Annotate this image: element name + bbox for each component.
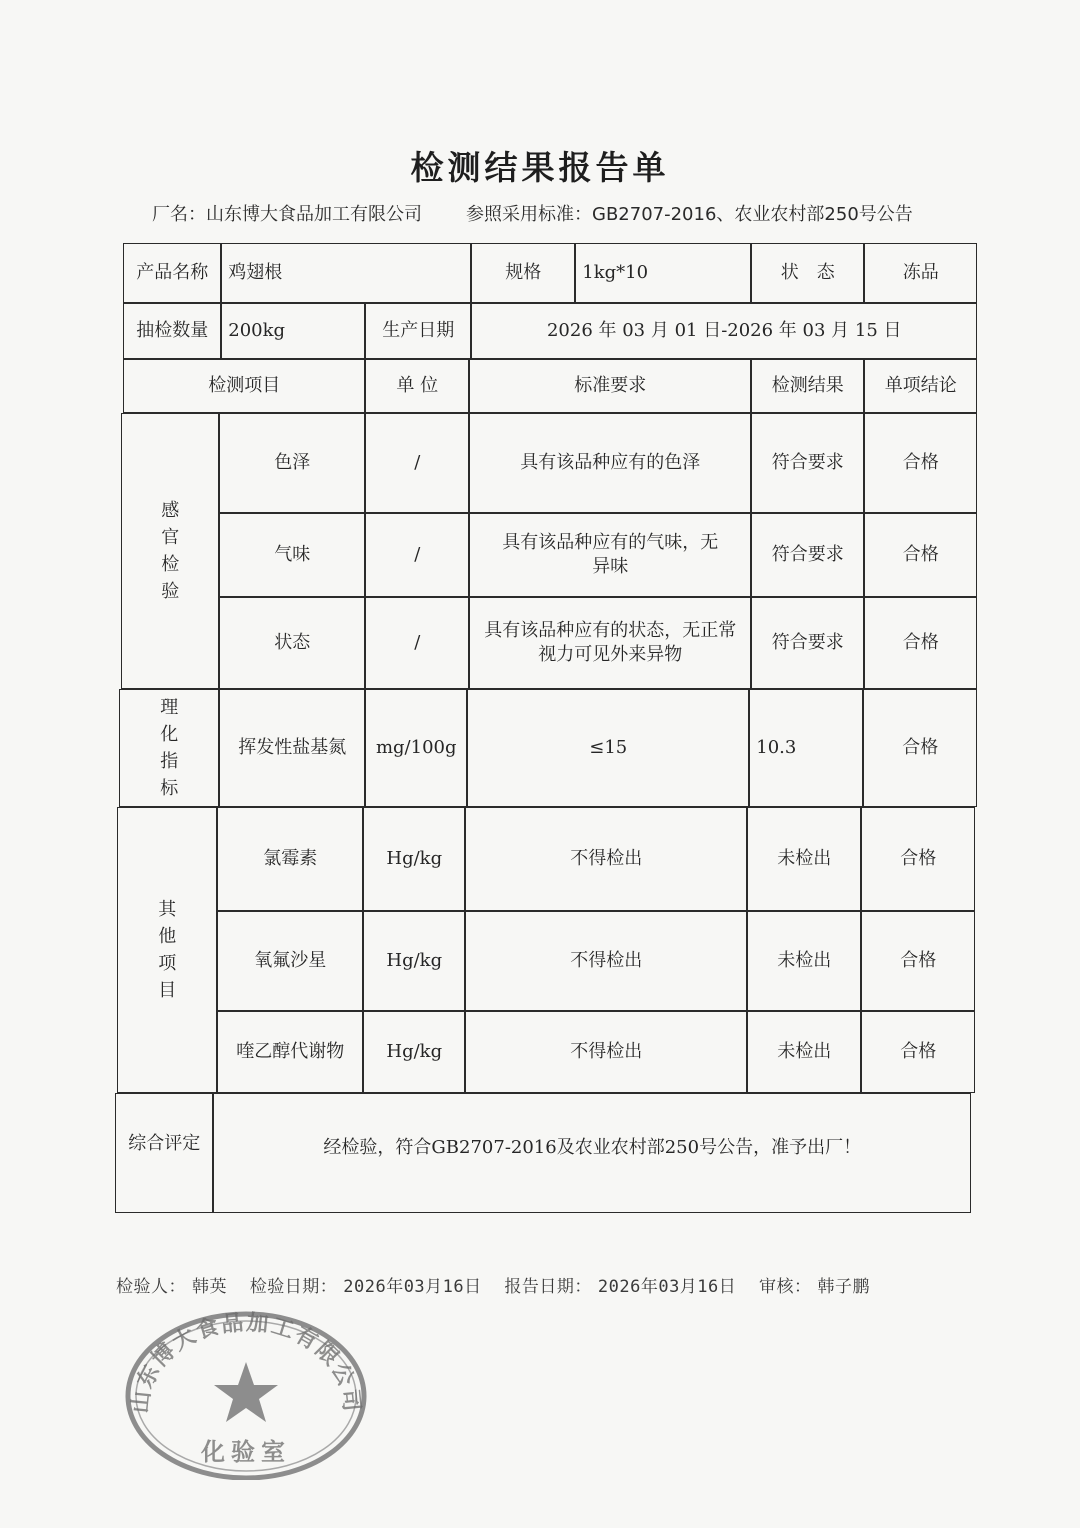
group-physchem xyxy=(119,689,219,807)
inspector-label: 检验人： xyxy=(116,1277,186,1297)
row-result: 符合要求 xyxy=(751,597,864,689)
seal-outer-text: 山东博大食品加工有限公司 xyxy=(128,1310,364,1415)
summary-label: 综合评定 xyxy=(115,1093,213,1213)
row-item: 喹乙醇代谢物 xyxy=(217,1011,363,1093)
group-char: 其 xyxy=(158,899,177,921)
row-result: 未检出 xyxy=(747,911,861,1011)
reviewer-label: 审核： xyxy=(759,1277,812,1297)
product-name-label: 产品名称 xyxy=(123,243,221,303)
prod-date-value: 2026 年 03 月 01 日-2026 年 03 月 15 日 xyxy=(471,303,977,359)
col-result-header: 检测结果 xyxy=(751,359,864,413)
spec-label: 规格 xyxy=(471,243,575,303)
state-value: 冻品 xyxy=(864,243,977,303)
group-char: 他 xyxy=(158,926,177,948)
group-other xyxy=(117,807,217,1093)
summary-text: 经检验，符合GB2707-2016及农业农村部250号公告，准予出厂！ xyxy=(213,1093,971,1213)
row-conclusion: 合格 xyxy=(861,911,975,1011)
row-unit: Hg/kg xyxy=(363,807,465,911)
row-result: 符合要求 xyxy=(751,413,864,513)
row-item: 挥发性盐基氮 xyxy=(219,689,365,807)
row-unit: / xyxy=(365,597,469,689)
row-item: 氯霉素 xyxy=(217,807,363,911)
col-standard-header: 标准要求 xyxy=(469,359,751,413)
seal-star-icon xyxy=(214,1362,278,1422)
row-unit: Hg/kg xyxy=(363,1011,465,1093)
report-title: 检测结果报告单 xyxy=(410,148,670,187)
group-char: 项 xyxy=(158,953,177,975)
row-item: 氧氟沙星 xyxy=(217,911,363,1011)
sample-qty-label: 抽检数量 xyxy=(123,303,221,359)
row-conclusion: 合格 xyxy=(863,689,977,807)
inspect-date-label: 检验日期： xyxy=(249,1277,338,1297)
row-conclusion: 合格 xyxy=(864,597,977,689)
factory-label: 厂名： xyxy=(152,204,206,225)
row-standard: 不得检出 xyxy=(465,911,747,1011)
product-name-value: 鸡翅根 xyxy=(221,243,471,303)
row-unit: Hg/kg xyxy=(363,911,465,1011)
row-result: 未检出 xyxy=(747,1011,861,1093)
group-char: 验 xyxy=(161,581,180,603)
factory-name: 山东博大食品加工有限公司 xyxy=(206,204,422,225)
col-unit-header: 单 位 xyxy=(365,359,469,413)
row-unit: / xyxy=(365,513,469,597)
row-standard: 具有该品种应有的状态，无正常视力可见外来异物 xyxy=(469,597,751,689)
reviewer-name: 韩子鹏 xyxy=(817,1277,871,1297)
group-char: 标 xyxy=(160,778,179,800)
row-standard: 不得检出 xyxy=(465,807,747,911)
row-conclusion: 合格 xyxy=(864,513,977,597)
row-item: 色泽 xyxy=(219,413,365,513)
row-result: 未检出 xyxy=(747,807,861,911)
row-item: 状态 xyxy=(219,597,365,689)
state-label: 状 态 xyxy=(751,243,864,303)
spec-value: 1kg*10 xyxy=(575,243,751,303)
standard-line xyxy=(466,200,913,226)
row-result: 10.3 xyxy=(749,689,863,807)
group-char: 指 xyxy=(160,751,179,773)
company-seal-stamp xyxy=(118,1290,368,1480)
row-unit: / xyxy=(365,413,469,513)
row-item: 气味 xyxy=(219,513,365,597)
row-standard: 不得检出 xyxy=(465,1011,747,1093)
inspector-name: 韩英 xyxy=(192,1277,227,1297)
group-char: 感 xyxy=(161,500,180,522)
seal-inner-text: 化验室 xyxy=(201,1438,291,1466)
report-date: 2026年03月16日 xyxy=(597,1277,737,1297)
standard-label: 参照采用标准： xyxy=(466,204,592,225)
row-conclusion: 合格 xyxy=(864,413,977,513)
standard-value: GB2707-2016、农业农村部250号公告 xyxy=(592,204,913,225)
factory-line xyxy=(152,200,422,226)
sample-qty-value: 200kg xyxy=(221,303,365,359)
row-standard: 具有该品种应有的气味，无异味 xyxy=(469,513,751,597)
group-char: 化 xyxy=(160,724,179,746)
col-conclusion-header: 单项结论 xyxy=(864,359,977,413)
prod-date-label: 生产日期 xyxy=(365,303,471,359)
group-sensory xyxy=(121,413,219,689)
report-date-label: 报告日期： xyxy=(504,1277,592,1297)
group-char: 理 xyxy=(160,697,179,719)
row-conclusion: 合格 xyxy=(861,1011,975,1093)
group-char: 检 xyxy=(161,554,180,576)
group-char: 官 xyxy=(161,527,180,549)
row-standard: 具有该品种应有的色泽 xyxy=(469,413,751,513)
row-unit: mg/100g xyxy=(365,689,467,807)
inspect-date: 2026年03月16日 xyxy=(343,1277,482,1297)
row-result: 符合要求 xyxy=(751,513,864,597)
group-char: 目 xyxy=(158,980,177,1002)
row-standard: ≤15 xyxy=(467,689,749,807)
col-item-header: 检测项目 xyxy=(123,359,365,413)
row-conclusion: 合格 xyxy=(861,807,975,911)
